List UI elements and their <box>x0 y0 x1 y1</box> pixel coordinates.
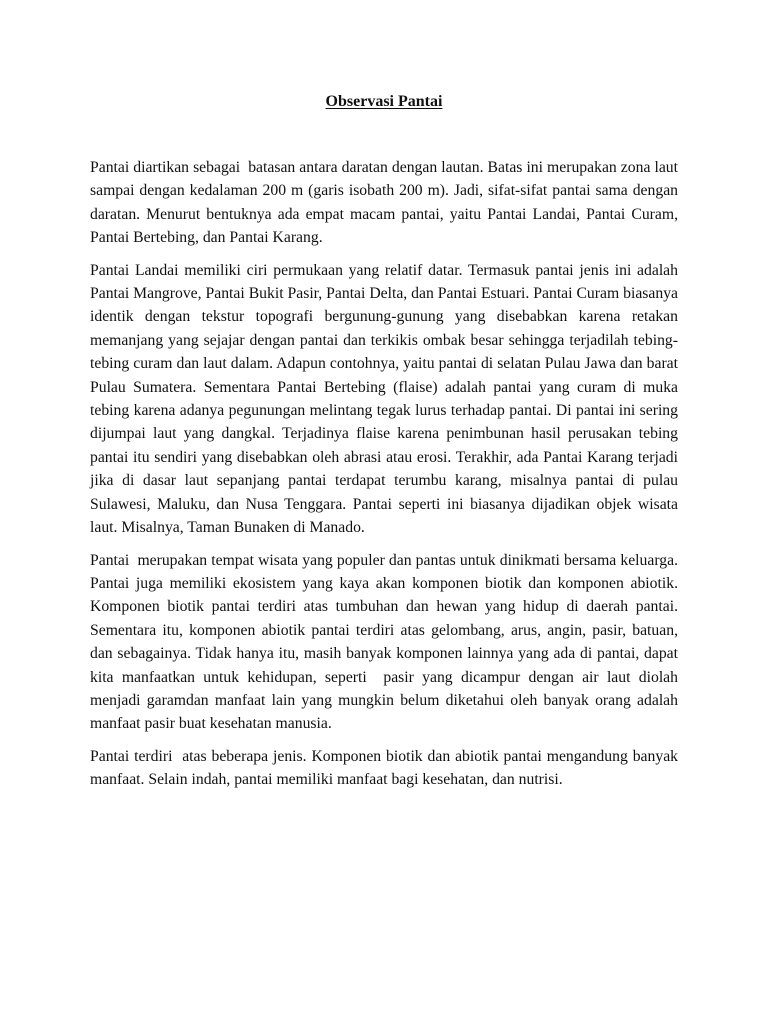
document-title: Observasi Pantai <box>325 93 443 110</box>
paragraph-ecosystem: Pantai merupakan tempat wisata yang populer dan pantas untuk dinikmati bersama keluarga. Pantai juga memiliki ekosistem yang kaya akan komponen biotik dan komponen abiotik. Komponen biotik pantai terdiri atas tumbuhan dan hewan yang hidup di daerah pantai. Sementara itu, komponen abiotik pantai terdiri atas gelombang, arus, angin, pasir, batuan, dan sebagainya. Tidak hanya itu, masih banyak komponen lainnya yang ada di pantai, dapat kita manfaatkan untuk kehidupan, seperti pasir yang dicampur dengan air laut diolah menjadi garamdan manfaat lain yang mungkin belum diketahui oleh banyak orang adalah manfaat pasir buat kesehatan manusia. <box>90 551 686 733</box>
paragraph-beach-types: Pantai Landai memiliki ciri permukaan yang relatif datar. Termasuk pantai jenis ini adalah Pantai Mangrove, Pantai Bukit Pasir, Pantai Delta, dan Pantai Estuari. Pantai Curam biasanya identik dengan tekstur topografi bergunung-gunung yang disebabkan karena retakan memanjang yang sejajar dengan pantai dan terkikis ombak besar sehingga terjadilah tebing-tebing curam dan laut dalam. Adapun contohnya, yaitu pantai di selatan Pulau Jawa dan barat Pulau Sumatera. Sementara Pantai Bertebing (flaise) adalah pantai yang curam di muka tebing karena adanya pegunungan melintang tegak lurus terhadap pantai. Di pantai ini sering dijumpai laut yang dangkal. Terjadinya flaise karena penimbunan hasil perusakan tebing pantai itu sendiri yang disebabkan oleh abrasi atau erosi. Terakhir, ada Pantai Karang terjadi jika di dasar laut sepanjang pantai terdapat terumbu karang, misalnya pantai di pulau Sulawesi, Maluku, dan Nusa Tenggara. Pantai seperti ini biasanya dijadikan objek wisata laut. Misalnya, Taman Bunaken di Manado. <box>90 261 682 537</box>
paragraph-definition: Pantai diartikan sebagai batasan antara daratan dengan lautan. Batas ini merupakan zona laut sampai dengan kedalaman 200 m (garis isobath 200 m). Jadi, sifat-sifat pantai sama dengan daratan. Menurut bentuknya ada empat macam pantai, yaitu Pantai Landai, Pantai Curam, Pantai Bertebing, dan Pantai Karang. <box>90 159 682 247</box>
paragraph-conclusion: Pantai terdiri atas beberapa jenis. Komponen biotik dan abiotik pantai mengandung banyak manfaat. Selain indah, pantai memiliki manfaat bagi kesehatan, dan nutrisi. <box>90 747 682 789</box>
document-page <box>90 92 686 792</box>
